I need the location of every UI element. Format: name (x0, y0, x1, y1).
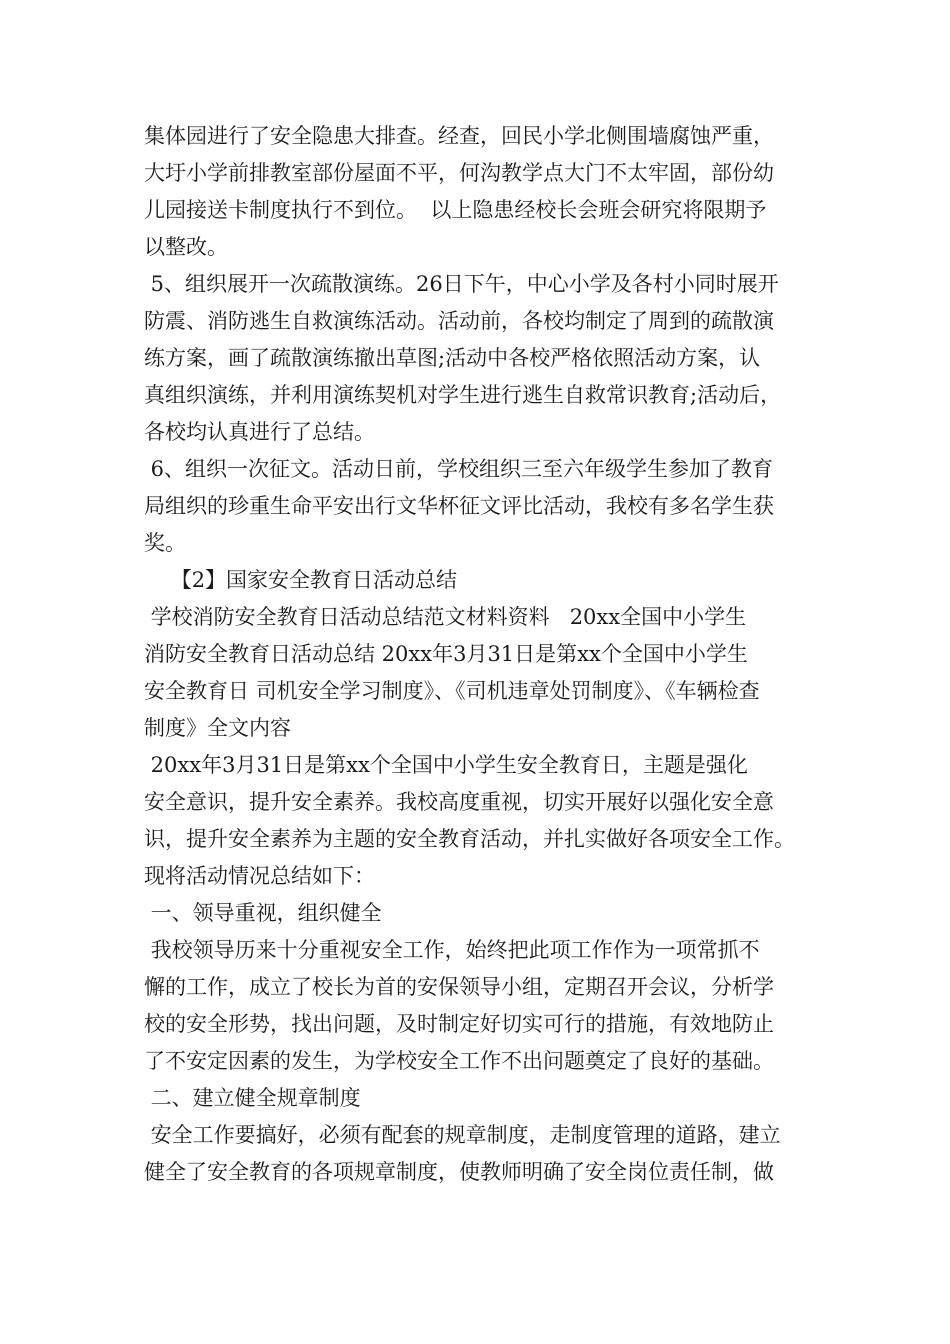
text-line: 真组织演练，并利用演练契机对学生进行逃生自救常识教育;活动后， (144, 383, 782, 407)
text-line: 现将活动情况总结如下： (144, 864, 375, 888)
text-line: 安全工作要搞好，必须有配套的规章制度，走制度管理的道路，建立 (144, 1123, 781, 1147)
text-line: 健全了安全教育的各项规章制度，使教师明确了安全岗位责任制，做 (144, 1160, 774, 1184)
text-line: 大圩小学前排教室部份屋面不平，何沟教学点大门不太牢固，部份幼 (144, 161, 774, 185)
text-line: 各校均认真进行了总结。 (144, 420, 375, 444)
text-line: 消防安全教育日活动总结 20xx年3月31日是第xx个全国中小学生 (144, 642, 748, 666)
text-line: 6、组织一次征文。活动日前，学校组织三至六年级学生参加了教育 (144, 457, 774, 481)
text-line: 我校领导历来十分重视安全工作，始终把此项工作作为一项常抓不 (144, 938, 760, 962)
text-line: 安全意识，提升安全素养。我校高度重视，切实开展好以强化安全意 (144, 790, 774, 814)
text-line: 5、组织展开一次疏散演练。26日下午，中心小学及各村小同时展开 (144, 272, 779, 296)
text-line: 奖。 (144, 531, 186, 555)
text-line: 防震、消防逃生自救演练活动。活动前，各校均制定了周到的疏散演 (144, 309, 774, 333)
text-line: 儿园接送卡制度执行不到位。 以上隐患经校长会班会研究将限期予 (144, 198, 767, 222)
section-heading: 【2】国家安全教育日活动总结 (144, 568, 458, 592)
text-line: 学校消防安全教育日活动总结范文材料资料 20xx全国中小学生 (144, 605, 747, 629)
text-line: 20xx年3月31日是第xx个全国中小学生安全教育日，主题是强化 (144, 753, 748, 777)
subsection-heading: 一、领导重视，组织健全 (144, 901, 382, 925)
text-line: 以整改。 (144, 235, 228, 259)
text-line: 了不安定因素的发生，为学校安全工作不出问题奠定了良好的基础。 (144, 1049, 774, 1073)
text-line: 练方案，画了疏散演练撤出草图;活动中各校严格依照活动方案，认 (144, 346, 761, 370)
subsection-heading: 二、建立健全规章制度 (144, 1086, 361, 1110)
text-line: 局组织的珍重生命平安出行文华杯征文评比活动，我校有多名学生获 (144, 494, 774, 518)
text-line: 集体园进行了安全隐患大排查。经查，回民小学北侧围墙腐蚀严重， (144, 124, 774, 148)
text-line: 校的安全形势，找出问题，及时制定好切实可行的措施，有效地防止 (144, 1012, 774, 1036)
text-line: 懈的工作，成立了校长为首的安保领导小组，定期召开会议，分析学 (144, 975, 774, 999)
text-line: 安全教育日 司机安全学习制度》、《司机违章处罚制度》、《车辆检查 (144, 679, 760, 703)
text-line: 识，提升安全素养为主题的安全教育活动，并扎实做好各项安全工作。 (144, 827, 795, 851)
document-page (144, 118, 824, 1191)
text-line: 制度》全文内容 (144, 716, 291, 740)
